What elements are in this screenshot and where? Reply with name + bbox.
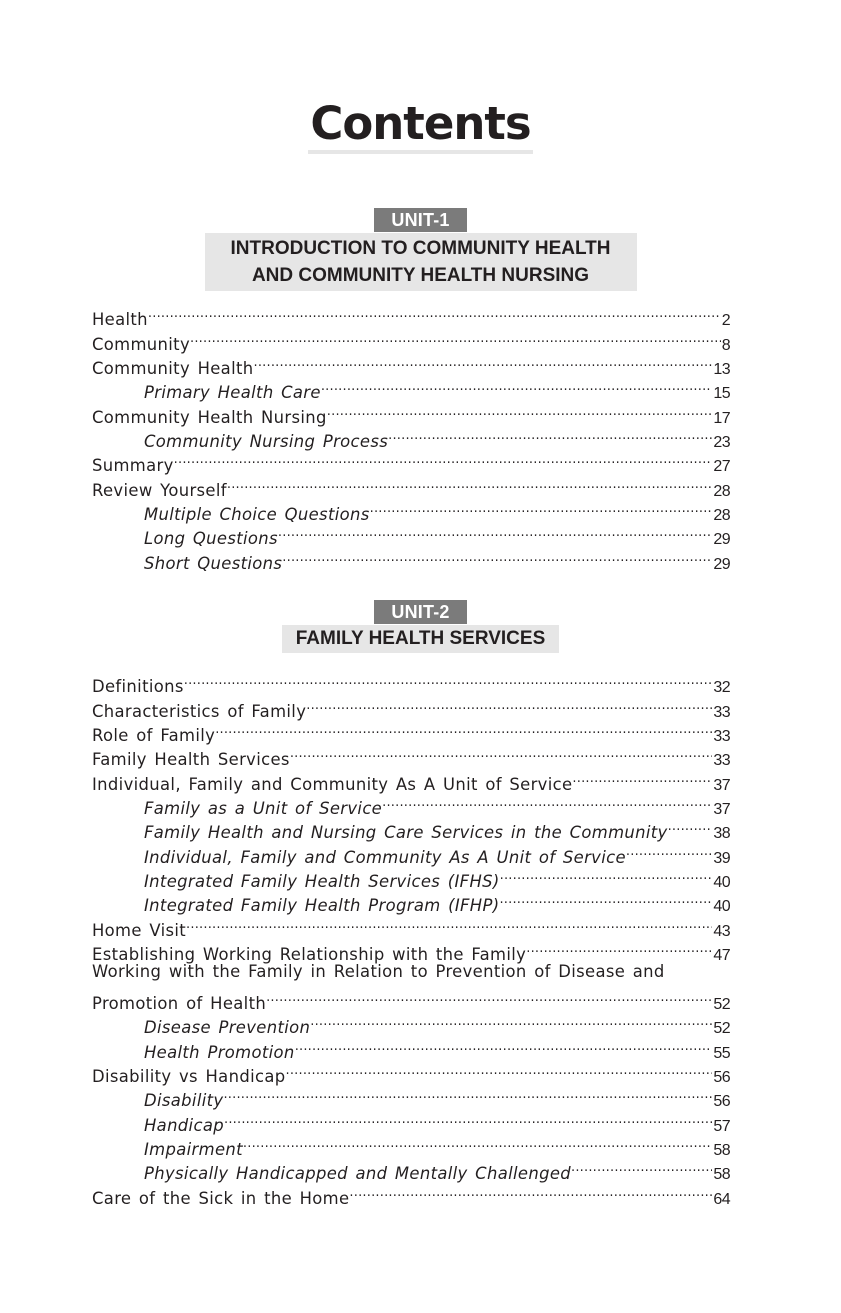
toc-entry-page-number: 15 [713,385,730,403]
toc-entry-label: Family Health and Nursing Care Services in the Community [144,823,668,843]
toc-entry-page-number: 28 [713,482,730,500]
toc-entry-page-number: 32 [713,679,730,697]
toc-entry-page-number: 23 [713,434,730,452]
toc-entry-label: Promotion of Health [92,993,267,1013]
toc-entry-page-number: 29 [713,555,730,573]
toc-entry-label: Disability vs Handicap [92,1066,286,1086]
toc-entry-label: Family as a Unit of Service [144,799,383,819]
dot-leader [526,936,712,960]
toc-entry-label: Handicap [144,1115,224,1135]
toc-entry-label: Definitions [92,677,184,697]
toc-entry-page-number: 40 [713,898,730,916]
toc-entry-label: Working with the Family in Relation to Prevention of Disease and [92,962,665,982]
toc-entry [92,471,730,500]
dot-leader [282,544,712,568]
toc-entry-label: Establishing Working Relationship with the Family [92,945,527,965]
dot-leader [327,398,713,422]
dot-leader [224,1106,712,1130]
toc-entry-page-number: 57 [713,1117,730,1135]
toc-entry-page-number: 27 [713,458,730,476]
dot-leader [572,765,712,789]
toc-entry [92,447,730,476]
toc-entry-label: Community Health Nursing [92,407,327,427]
toc-entry-page-number: 47 [713,947,730,965]
toc-entry-label: Community [92,334,191,354]
dot-leader [215,717,712,741]
toc-entry-label: Integrated Family Health Program (IFHP) [144,896,500,916]
toc-entry-label: Characteristics of Family [92,701,307,721]
dot-leader [278,520,712,544]
toc-entry-label: Health Promotion [144,1042,295,1062]
toc-entry-label: Care of the Sick in the Home [92,1188,350,1208]
unit-2-header [0,600,841,653]
dot-leader [310,1009,712,1033]
dot-leader [321,374,713,398]
toc-entry-page-number: 29 [713,531,730,549]
dot-leader [295,1033,713,1057]
toc-entry-page-number: 33 [713,752,730,770]
toc-entry-label: Integrated Family Health Services (IFHS) [144,872,500,892]
toc-entry-label: Family Health Services [92,750,290,770]
toc-entry-label: Individual, Family and Community As A Unit of Service [92,774,573,794]
dot-leader [668,814,713,838]
toc-entry-label: Community Nursing Process [144,432,389,452]
toc-entry-page-number: 2 [721,312,730,330]
toc-entry [92,984,730,1013]
toc-entry-label: Health [92,310,148,330]
toc-entry-page-number: 28 [713,507,730,525]
toc-entry-page-number: 39 [713,849,730,867]
toc-entry-label: Individual, Family and Community As A Unit of Service [144,847,626,867]
toc-entry-page-number: 33 [713,703,730,721]
unit-title-line: AND COMMUNITY HEALTH NURSING [251,265,590,286]
toc-entry-label: Long Questions [144,529,278,549]
toc-list-unit-1 [92,301,730,573]
dot-leader [290,741,713,765]
dot-leader [370,496,713,520]
toc-entry-page-number: 55 [713,1044,730,1062]
toc-entry-page-number: 33 [713,728,730,746]
dot-leader [148,301,721,325]
toc-entry-page-number: 8 [721,336,730,354]
toc-entry [92,301,730,330]
toc-entry-label: Physically Handicapped and Mentally Challenged [144,1164,572,1184]
toc-entry [92,668,730,697]
toc-entry-page-number: 64 [713,1190,730,1208]
toc-entry [92,960,730,984]
dot-leader [254,350,713,374]
unit-badge: UNIT-1 [374,208,466,232]
toc-entry-page-number: 52 [713,1020,730,1038]
unit-1-header [0,208,841,291]
dot-leader [186,911,712,935]
toc-entry-label: Home Visit [92,920,187,940]
toc-entry-page-number: 58 [713,1166,730,1184]
toc-entry-page-number: 38 [713,825,730,843]
toc-entry-page-number: 56 [713,1093,730,1111]
toc-entry-page-number: 37 [713,776,730,794]
toc-list-unit-2 [92,668,730,1208]
toc-entry-page-number: 56 [713,1068,730,1086]
dot-leader [388,423,712,447]
toc-entry-label: Review Yourself [92,480,227,500]
toc-entry-label: Impairment [144,1139,243,1159]
unit-title-line: FAMILY HEALTH SERVICES [295,628,546,649]
toc-entry-page-number: 43 [713,922,730,940]
dot-leader [223,1082,712,1106]
toc-entry-page-number: 40 [713,874,730,892]
dot-leader [571,1155,712,1179]
dot-leader [266,984,712,1008]
dot-leader [184,668,713,692]
dot-leader [382,790,712,814]
toc-entry-label: Short Questions [144,553,283,573]
toc-entry-page-number: 17 [713,409,730,427]
unit-title [205,233,637,291]
toc-entry-page-number: 58 [713,1141,730,1159]
toc-entry [92,936,730,965]
toc-entry [92,325,730,354]
dot-leader [190,325,721,349]
dot-leader [499,887,712,911]
toc-entry-label: Role of Family [92,726,216,746]
dot-leader [349,1179,712,1203]
toc-entry-page-number: 13 [713,361,730,379]
page-title: Contents [308,98,532,154]
dot-leader [286,1058,713,1082]
toc-entry-page-number: 37 [713,801,730,819]
toc-entry-label: Multiple Choice Questions [144,505,370,525]
toc-entry-label: Summary [92,456,174,476]
dot-leader [500,863,713,887]
dot-leader [626,838,712,862]
dot-leader [227,471,713,495]
unit-badge: UNIT-2 [374,600,466,624]
page-title-wrap [0,98,841,154]
toc-entry-label: Community Health [92,359,254,379]
toc-entry [92,911,730,940]
dot-leader [306,692,712,716]
dot-leader [243,1131,712,1155]
unit-title-line: INTRODUCTION TO COMMUNITY HEALTH [230,238,611,259]
toc-entry-label: Disease Prevention [144,1018,311,1038]
toc-entry-label: Primary Health Care [144,383,321,403]
toc-entry-page-number: 52 [713,995,730,1013]
dot-leader [174,447,713,471]
unit-title [282,625,560,653]
toc-entry-label: Disability [144,1091,224,1111]
toc-entry [92,692,730,721]
